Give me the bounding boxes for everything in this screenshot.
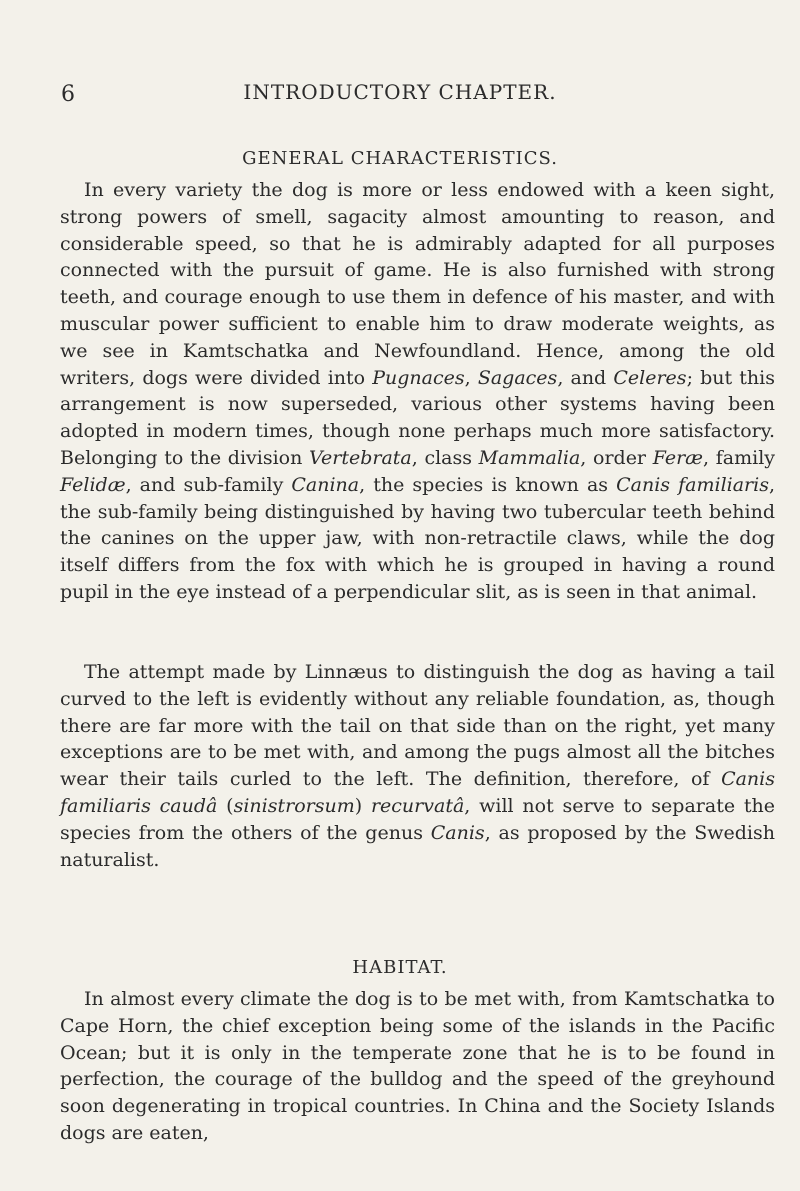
text-run: , family	[703, 446, 776, 469]
italic-term: Felidæ	[60, 473, 126, 496]
italic-term: Pugnaces	[372, 366, 465, 389]
text-run: , and sub-family	[125, 473, 292, 496]
text-run: )	[354, 794, 371, 817]
text-run: In every variety the dog is more or less endowed with a keen sight, strong powers of smell, sagacity almost amounting to reason, and considerable speed, so that he is admirably adapted for all purposes connected with the pursuit of game. He is also furnished with strong teeth, and courage enough to use them in defence of his master, and with muscular power sufficient to enable him to draw moderate weights, as we see in Kamtschatka and Newfoundland. Hence, among the old writers, dogs were divided into	[60, 179, 775, 389]
paragraph-general-2	[60, 659, 775, 873]
italic-term: Celeres	[613, 366, 687, 389]
text-run: The attempt made by Linnæus to distinguish the dog as having a tail curved to the left is evidently without any reliable foundation, as, though there are far more with the tail on that side than on the right, yet many exceptions are to be met with, and among the pugs almost all the bitches wear their tails curled to the left. The definition, therefore, of	[60, 661, 775, 791]
italic-term: recurvatâ	[370, 794, 465, 817]
text-run: (	[217, 794, 234, 817]
italic-term: sinistrorsum	[233, 794, 355, 817]
text-run: , and	[557, 366, 614, 389]
italic-term: Vertebrata	[309, 446, 412, 469]
italic-term: Sagaces	[477, 366, 558, 389]
italic-term: Canina	[291, 473, 360, 496]
italic-term: Mammalia	[478, 446, 581, 469]
text-run: , as proposed by the Swedish naturalist.	[60, 821, 775, 871]
italic-term: Canis familiaris	[616, 473, 769, 496]
text-run: , class	[411, 446, 479, 469]
text-run: , order	[580, 446, 653, 469]
text-run: , will not serve to separate the species from the others of the genus	[60, 794, 776, 844]
text-run: , the sub-family being distinguished by having two tubercular teeth behind the canines on the upper jaw, with non-retractile claws, while the dog itself differs from the fox with which he is grouped in having a round pupil in the eye instead of a perpendicular slit, as is seen in that animal.	[60, 473, 776, 603]
paragraph-habitat-1	[60, 986, 775, 1147]
italic-term: Feræ	[652, 446, 704, 469]
text-run: ,	[464, 366, 478, 389]
section-heading-habitat: HABITAT.	[352, 957, 448, 978]
text-run: ; but this arrangement is now superseded, various other systems having been adopted in modern times, though none perhaps much more satisfactory. Belonging to the division	[60, 366, 775, 469]
running-head: INTRODUCTORY CHAPTER.	[243, 80, 557, 104]
section-heading-general-characteristics: GENERAL CHARACTERISTICS.	[242, 148, 558, 169]
text-run: , the species is known as	[359, 473, 617, 496]
text-run: In almost every climate the dog is to be met with, from Kamtschatka to Cape Horn, the chief exception being some of the islands in the Pacific Ocean; but it is only in the temperate zone that he is to be found in perfection, the courage of the bulldog and the speed of the greyhound soon degenerating in tropical countries. In China and the Society Islands dogs are eaten,	[60, 988, 775, 1144]
paragraph-general-1	[60, 177, 775, 606]
italic-term: Canis familiaris caudâ	[60, 768, 775, 817]
page-number: 6	[61, 82, 75, 107]
italic-term: Canis	[430, 821, 485, 844]
